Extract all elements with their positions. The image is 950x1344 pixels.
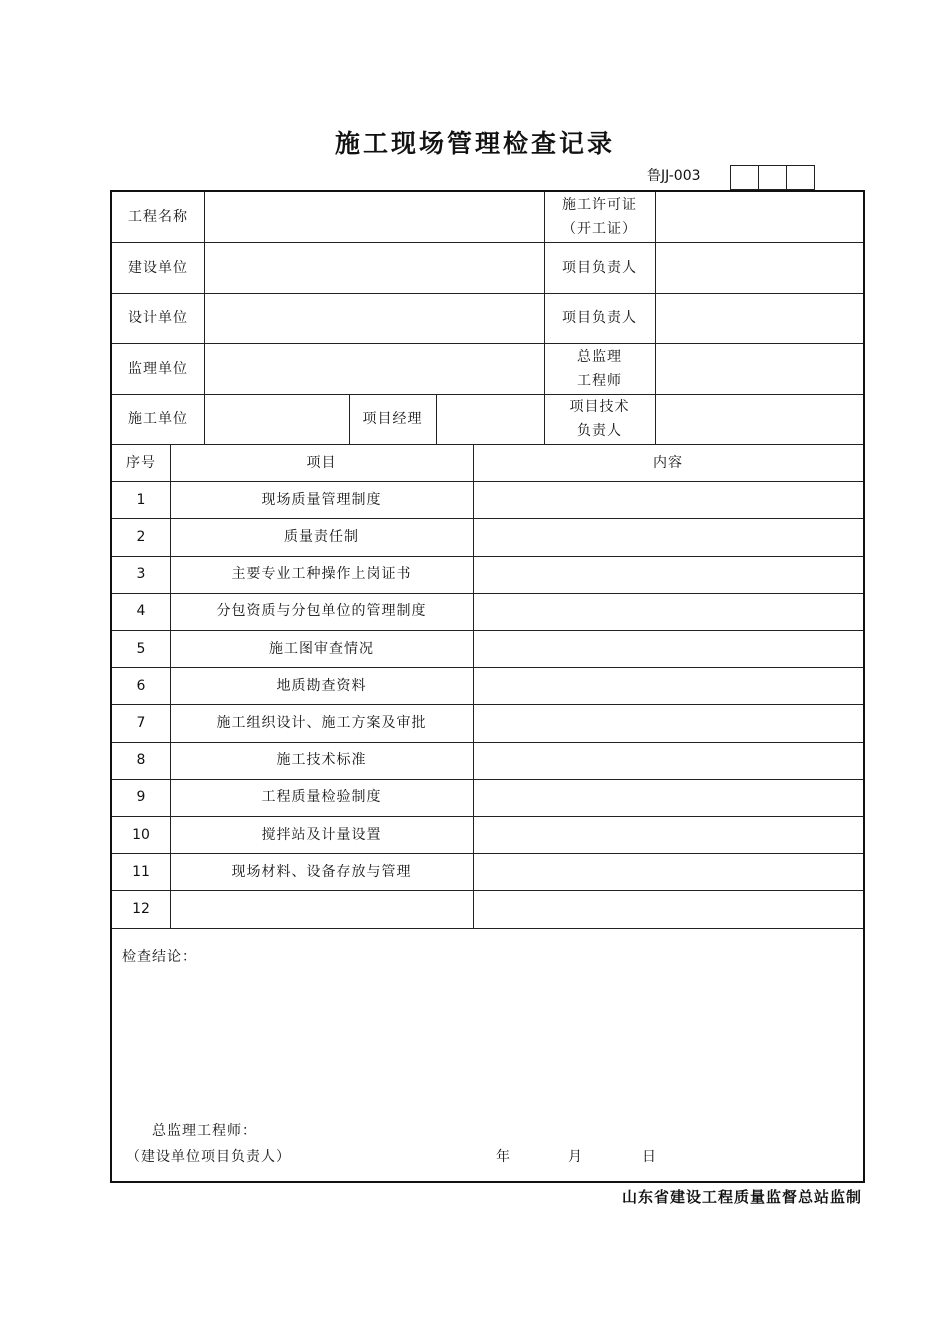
form-number: 鲁JJ-003: [647, 168, 701, 184]
row-number: 11: [132, 863, 150, 880]
project-manager-field[interactable]: [436, 394, 544, 444]
contractor-field[interactable]: [204, 394, 349, 444]
code-box-1[interactable]: [730, 165, 759, 190]
chief-supervisor-line2: 工程师: [577, 372, 622, 389]
row-content-field[interactable]: [473, 853, 863, 890]
tech-lead-line1: 项目技术: [569, 399, 630, 415]
date-year: 年: [496, 1149, 511, 1165]
row-number: 4: [136, 603, 146, 620]
row-content-field[interactable]: [473, 667, 863, 704]
label-builder-person: 项目负责人: [562, 259, 637, 276]
conclusion-label: 检查结论：: [122, 949, 197, 965]
row-item: 现场质量管理制度: [261, 491, 382, 508]
row-item: [170, 890, 473, 927]
label-project-name: 工程名称: [128, 209, 188, 225]
tech-lead-line2: 负责人: [577, 423, 622, 439]
row-number: 7: [136, 714, 146, 731]
page-title: 施工现场管理检查记录: [334, 129, 615, 158]
owner-rep-label: （建设单位项目负责人）: [126, 1149, 291, 1165]
row-number: 6: [136, 677, 146, 694]
row-content-field[interactable]: [473, 779, 863, 816]
label-builder: 建设单位: [128, 259, 188, 276]
row-item: 施工组织设计、施工方案及审批: [216, 714, 427, 731]
row-number: 12: [132, 900, 150, 917]
row-content-field[interactable]: [473, 630, 863, 667]
tech-lead-field[interactable]: [655, 394, 863, 444]
label-designer-person: 项目负责人: [562, 310, 637, 326]
label-supervisor: 监理单位: [128, 360, 188, 377]
row-item: 分包资质与分包单位的管理制度: [216, 603, 427, 620]
header-seq: 序号: [126, 454, 156, 471]
form-table: [110, 190, 865, 1183]
label-chief-supervisor: [544, 343, 655, 394]
supervisor-field[interactable]: [204, 343, 544, 394]
label-contractor: 施工单位: [128, 411, 188, 427]
row-number: 8: [136, 752, 146, 769]
permit-line2: （开工证）: [562, 221, 637, 237]
row-content-field[interactable]: [473, 481, 863, 518]
label-tech-lead: [544, 394, 655, 444]
chief-supervisor-field[interactable]: [655, 343, 863, 394]
row-content-field[interactable]: [473, 593, 863, 630]
builder-person-field[interactable]: [655, 242, 863, 293]
code-box-3[interactable]: [786, 165, 815, 190]
row-item: 主要专业工种操作上岗证书: [231, 566, 412, 583]
row-content-field[interactable]: [473, 556, 863, 593]
builder-field[interactable]: [204, 242, 544, 293]
row-content-field[interactable]: [473, 518, 863, 555]
chief-engineer-label: 总监理工程师：: [152, 1123, 257, 1139]
date-day: 日: [642, 1149, 657, 1165]
row-item: 搅拌站及计量设置: [261, 826, 382, 843]
row-number: 2: [136, 528, 146, 545]
code-box-2[interactable]: [758, 165, 787, 190]
row-number: 9: [136, 789, 146, 806]
designer-field[interactable]: [204, 293, 544, 343]
row-item: 施工技术标准: [276, 752, 367, 769]
row-number: 5: [136, 640, 146, 657]
row-line: [112, 928, 863, 929]
row-item: 工程质量检验制度: [261, 789, 382, 806]
label-permit: [544, 192, 655, 242]
row-content-field[interactable]: [473, 704, 863, 741]
row-item: 施工图审查情况: [269, 640, 374, 657]
row-item: 现场材料、设备存放与管理: [231, 863, 412, 880]
issuer-footer: 山东省建设工程质量监督总站监制: [621, 1188, 862, 1206]
row-content-field[interactable]: [473, 742, 863, 779]
row-number: 1: [136, 491, 146, 508]
header-content: 内容: [653, 454, 683, 471]
row-content-field[interactable]: [473, 816, 863, 853]
row-item: 地质勘查资料: [276, 677, 367, 694]
designer-person-field[interactable]: [655, 293, 863, 343]
date-month: 月: [568, 1149, 583, 1165]
permit-field[interactable]: [655, 192, 863, 242]
row-number: 10: [132, 826, 150, 843]
chief-supervisor-line1: 总监理: [577, 348, 622, 365]
project-name-field[interactable]: [204, 192, 544, 242]
label-project-manager: 项目经理: [362, 411, 423, 427]
row-content-field[interactable]: [473, 890, 863, 927]
header-item: 项目: [306, 454, 337, 471]
row-number: 3: [136, 566, 146, 583]
permit-line1: 施工许可证: [562, 197, 637, 213]
row-item: 质量责任制: [284, 528, 359, 545]
label-designer: 设计单位: [128, 310, 188, 326]
